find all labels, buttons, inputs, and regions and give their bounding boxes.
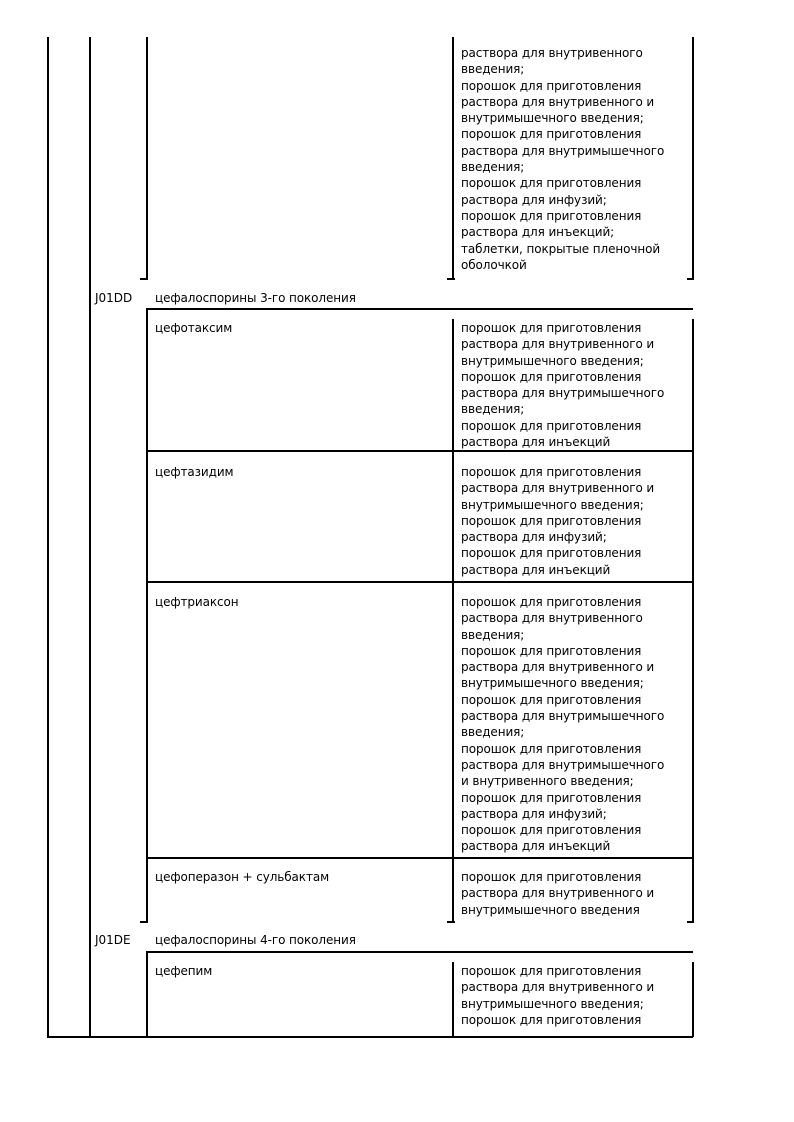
- column-divider-2: [146, 37, 148, 279]
- drug-table: [47, 37, 693, 1037]
- column-divider-2: [146, 951, 148, 1037]
- tick-mark: [140, 921, 148, 923]
- row-divider: [146, 951, 693, 953]
- drug-name: цефотаксим: [155, 321, 233, 335]
- drug-name: цефепим: [155, 964, 213, 978]
- row-divider: [146, 857, 693, 859]
- group-name: цефалоспорины 3-го поколения: [155, 291, 356, 305]
- dosage-form: раствора для внутривенного введения; порошок для приготовления раствора для внутривенного и внутримышечного введения; порошок для приготовления раствора для внутримышечного введения; порошок для приготовления раствора для инфузий; порошок для приготовления раствора для инъекций; таблетки, покрытые пленочной оболочкой: [461, 46, 665, 272]
- tick-mark: [687, 921, 694, 923]
- column-divider-1: [89, 37, 91, 1037]
- dosage-form: порошок для приготовления раствора для внутривенного и внутримышечного введения: [461, 870, 655, 917]
- drug-name: цефтриаксон: [155, 595, 239, 609]
- dosage-form: порошок для приготовления раствора для внутривенного введения; порошок для приготовления раствора для внутривенного и внутримышечного введения; порошок для приготовления раствора для внутримышечного введения; порошок для приготовления раствора для внутримышечного и внутривенного введения; порошок для приготовления раствора для инфузий; порошок для приготовления раствора для инъекций: [461, 595, 665, 854]
- tick-mark: [140, 278, 148, 280]
- table-border-left: [47, 37, 49, 1037]
- tick-mark: [447, 921, 455, 923]
- dosage-form: порошок для приготовления раствора для внутривенного и внутримышечного введения; порошок для приготовления раствора для внутримышечного введения; порошок для приготовления раствора для инъекций: [461, 321, 665, 450]
- column-divider-3: [452, 37, 454, 279]
- row-divider: [146, 308, 693, 310]
- atc-code: J01DD: [95, 291, 133, 305]
- table-border-bottom: [47, 1036, 693, 1038]
- dosage-form: порошок для приготовления раствора для внутривенного и внутримышечного введения; порошок для приготовления раствора для инфузий; порошок для приготовления раствора для инъекций: [461, 465, 655, 577]
- tick-mark: [687, 278, 694, 280]
- column-divider-3: [452, 319, 454, 922]
- dosage-form: порошок для приготовления раствора для внутривенного и внутримышечного введения; порошок для приготовления: [461, 964, 655, 1027]
- tick-mark: [447, 278, 455, 280]
- drug-name: цефоперазон + сульбактам: [155, 870, 330, 884]
- row-divider: [146, 581, 693, 583]
- column-divider-2: [146, 308, 148, 922]
- atc-code: J01DE: [95, 933, 131, 947]
- drug-name: цефтазидим: [155, 465, 234, 479]
- column-divider-3: [452, 962, 454, 1037]
- group-name: цефалоспорины 4-го поколения: [155, 933, 356, 947]
